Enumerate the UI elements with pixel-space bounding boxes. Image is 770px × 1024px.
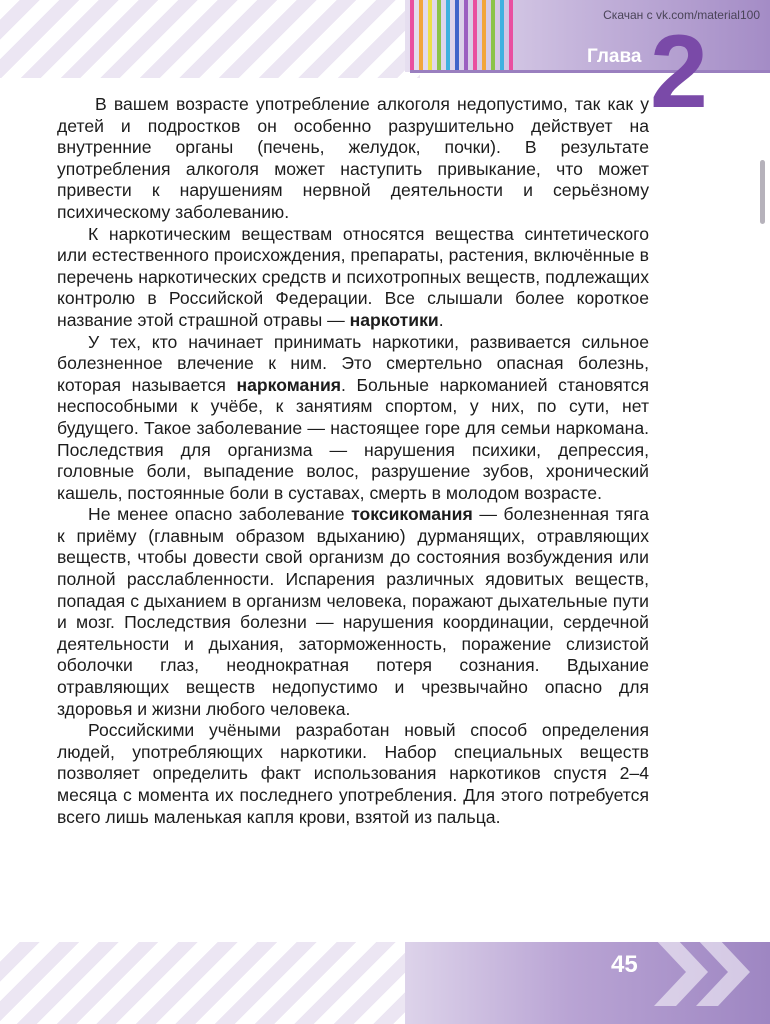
color-bar bbox=[455, 0, 459, 70]
chapter-label: Глава bbox=[587, 46, 642, 67]
color-bar bbox=[491, 0, 495, 70]
color-bar bbox=[482, 0, 486, 70]
side-scroll-tab bbox=[760, 160, 765, 224]
text-run: У тех, кто начинает принимать наркотики, развивается сильное болезненное влечение к ним. Это смертельно опасная болезнь, которая называется bbox=[57, 331, 649, 395]
paragraph bbox=[57, 504, 649, 720]
header-decor-stripes bbox=[0, 0, 420, 78]
color-bar bbox=[500, 0, 504, 70]
key-term: токсикомания bbox=[351, 504, 473, 525]
color-bar bbox=[428, 0, 432, 70]
color-bar bbox=[509, 0, 513, 70]
page-number: 45 bbox=[611, 951, 638, 978]
page-body-text bbox=[57, 94, 649, 828]
text-run: К наркотическим веществам относятся вещества синтетического или естественного происхождения, препараты, растения, включённые в перечень наркотических средств и психотропных веществ, подлежащих контролю в Российской Федерации. Все слышали более короткое название этой страшной отравы — bbox=[57, 223, 649, 330]
paragraph bbox=[57, 332, 649, 505]
text-run: Не менее опасно заболевание bbox=[88, 504, 352, 525]
color-bar bbox=[464, 0, 468, 70]
key-term: наркомания bbox=[236, 374, 342, 395]
key-term: наркотики bbox=[349, 309, 439, 330]
download-watermark: Скачан с vk.com/material100 bbox=[603, 8, 760, 22]
next-page-chevron-icon bbox=[652, 930, 760, 1014]
footer-decor-stripes bbox=[0, 942, 420, 1024]
paragraph bbox=[57, 224, 649, 332]
chapter-number: 2 bbox=[650, 14, 708, 130]
text-run: В вашем возрасте употребление алкоголя недопустимо, так как у детей и подростков он особенно разрушительно действует на внутренние органы (печень, желудок, почки). В результате употребления алкоголя может наступить привыкание, что может привести к нарушениям нервной деятельности и серьёзному психическому заболеванию. bbox=[57, 94, 649, 222]
color-bars-decor bbox=[410, 0, 513, 70]
color-bar bbox=[419, 0, 423, 70]
text-run: — болезненная тяга к приёму (главным образом вдыханию) дурманящих, отравляющих веществ, чтобы довести свой организм до состояния возбуждения или полной расслабленности. Испарения различных ядовитых веществ, попадая с дыханием в организм человека, поражают дыхательные пути и мозг. Последствия болезни — нарушения координации, сердечной деятельности и дыхания, заторможенность, поражение слизистой оболочки глаз, неоднократная потеря сознания. Вдыхание отравляющих веществ недопустимо и чрезвычайно опасно для здоровья и жизни любого человека. bbox=[57, 504, 650, 719]
color-bar bbox=[473, 0, 477, 70]
header-rule bbox=[410, 70, 770, 73]
color-bar bbox=[437, 0, 441, 70]
text-run: Российскими учёными разработан новый способ определения людей, употребляющих наркотики. Набор специальных веществ позволяет определить факт использования наркотиков спустя 2–4 месяца с момента их последнего употребления. Для этого потребуется всего лишь маленькая капля крови, взятой из пальца. bbox=[57, 720, 649, 827]
paragraph bbox=[57, 720, 649, 828]
text-run: . Больные наркоманией становятся неспособными к учёбе, к занятиям спортом, у них, по сути, нет будущего. Такое заболевание — настоящее горе для семьи наркомана. Последствия для организма — нарушения психики, депрессия, головные боли, выпадение волос, разрушение зубов, хронический кашель, постоянные боли в суставах, смерть в молодом возрасте. bbox=[57, 374, 649, 503]
text-run: . bbox=[438, 309, 444, 330]
color-bar bbox=[410, 0, 414, 70]
color-bar bbox=[446, 0, 450, 70]
paragraph bbox=[57, 94, 649, 224]
